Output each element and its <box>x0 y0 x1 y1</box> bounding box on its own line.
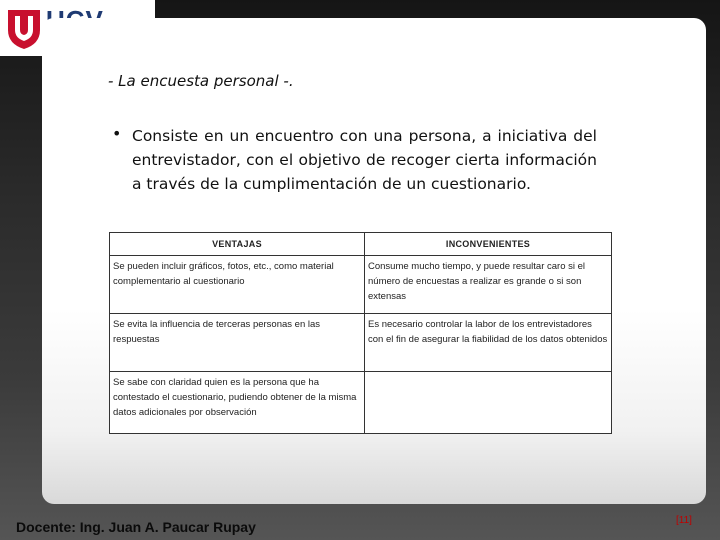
footer-docente: Docente: Ing. Juan A. Paucar Rupay <box>16 519 256 535</box>
table-cell: Es necesario controlar la labor de los entrevistadores con el fin de asegurar la fiabilidad de los datos obtenidos <box>365 314 612 372</box>
page-number: [11] <box>676 515 692 526</box>
slide-subtitle: - La encuesta personal -. <box>108 72 294 90</box>
table-cell <box>365 372 612 434</box>
table-header-row <box>110 233 612 256</box>
header-inconvenientes: INCONVENIENTES <box>365 233 612 256</box>
table-row <box>110 256 612 314</box>
table-cell: Consume mucho tiempo, y puede resultar caro si el número de encuestas a realizar es grande o si son extensas <box>365 256 612 314</box>
table-row <box>110 372 612 434</box>
table-cell: Se sabe con claridad quien es la persona que ha contestado el cuestionario, pudiendo obtener de la misma datos adicionales por observación <box>110 372 365 434</box>
comparison-table <box>109 232 612 434</box>
table-cell: Se evita la influencia de terceras personas en las respuestas <box>110 314 365 372</box>
table-cell: Se pueden incluir gráficos, fotos, etc., como material complementario al cuestionario <box>110 256 365 314</box>
ucv-shield-icon <box>6 8 42 50</box>
header-ventajas: VENTAJAS <box>110 233 365 256</box>
bullet-text: Consiste en un encuentro con una persona, a iniciativa del entrevistador, con el objetivo de recoger cierta información a través de la cumplimentación de un cuestionario. <box>132 127 597 193</box>
table-row <box>110 314 612 372</box>
bullet-marker: • <box>112 124 122 143</box>
